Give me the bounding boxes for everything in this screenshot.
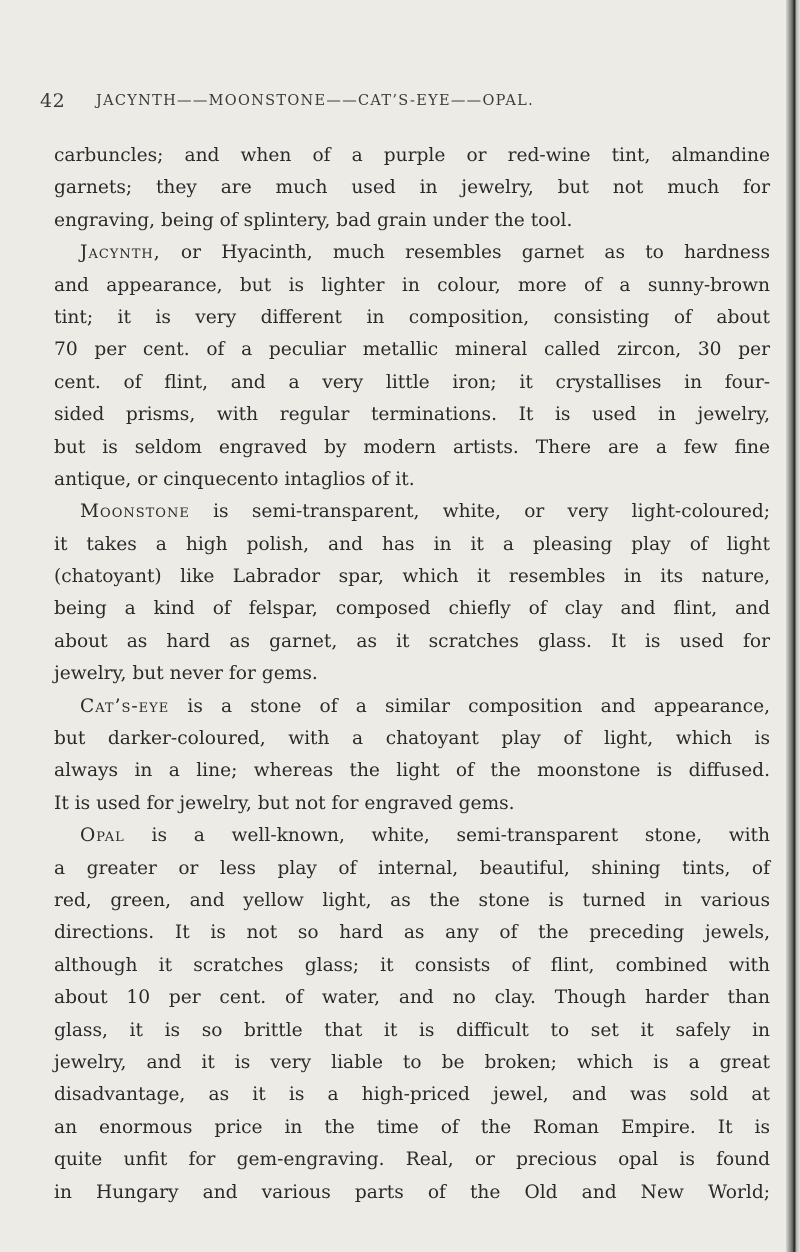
term-moonstone: Moonstone [80, 501, 190, 523]
text-line: always in a line; whereas the light of the moonstone is diffused. [54, 760, 770, 782]
text-line: garnets; they are much used in jewelry, but not much for [54, 177, 770, 199]
running-title: JACYNTH——MOONSTONE——CAT’S-EYE——OPAL. [96, 93, 535, 109]
text-line: jewelry, and it is very liable to be broken; which is a great [54, 1051, 770, 1073]
text-line: red, green, and yellow light, as the stone is turned in various [54, 889, 770, 911]
term-cats-eye: Cat’s-eye [80, 695, 170, 717]
text-line: disadvantage, as it is a high-priced jewel, and was sold at [54, 1084, 770, 1106]
paragraph-jacynth-start: Jacynth, or Hyacinth, much resembles garnet as to hardness [80, 242, 770, 264]
paragraph-cats-eye-start: Cat’s-eye is a stone of a similar composition and appearance, [80, 695, 770, 717]
text-line: (chatoyant) like Labrador spar, which it resembles in its nature, [54, 566, 770, 588]
text-line: carbuncles; and when of a purple or red-wine tint, almandine [54, 145, 770, 166]
text-line: tint; it is very different in composition, consisting of about [54, 306, 770, 328]
text-line: about 10 per cent. of water, and no clay. Though harder than [54, 987, 770, 1009]
text-line: glass, it is so brittle that it is difficult to set it safely in [54, 1019, 770, 1041]
paragraph-moonstone-start: Moonstone is semi-transparent, white, or very light-coloured; [80, 501, 770, 523]
text-line: and appearance, but is lighter in colour, more of a sunny-brown [54, 274, 770, 296]
paragraph-opal-start: Opal is a well-known, white, semi-transparent stone, with [80, 825, 770, 847]
text-line: sided prisms, with regular terminations. It is used in jewelry, [54, 404, 770, 426]
text-line: about as hard as garnet, as it scratches glass. It is used for [54, 630, 770, 652]
text-line: a greater or less play of internal, beautiful, shining tints, of [54, 857, 770, 879]
text-line: but darker-coloured, with a chatoyant play of light, which is [54, 728, 770, 750]
page-number: 42 [40, 90, 66, 112]
text-line: engraving, being of splintery, bad grain under the tool. [54, 209, 573, 231]
page-edge-shadow [786, 0, 800, 1252]
running-head [0, 90, 800, 114]
text-line: 70 per cent. of a peculiar metallic mineral called zircon, 30 per [54, 339, 770, 361]
text-line: an enormous price in the time of the Roman Empire. It is [54, 1116, 770, 1138]
term-jacynth: Jacynth, [80, 242, 161, 264]
text-line: jewelry, but never for gems. [54, 663, 318, 685]
body-text [54, 140, 770, 1209]
text-line: although it scratches glass; it consists of flint, combined with [54, 954, 770, 976]
term-opal: Opal [80, 825, 125, 847]
text-line: quite unfit for gem-engraving. Real, or precious opal is found [54, 1149, 770, 1171]
text-line: antique, or cinquecento intaglios of it. [54, 468, 415, 490]
text-line: directions. It is not so hard as any of the preceding jewels, [54, 922, 770, 944]
text-line: it takes a high polish, and has in it a pleasing play of light [54, 533, 770, 555]
text-line: cent. of flint, and a very little iron; it crystallises in four- [54, 371, 770, 393]
text-line: in Hungary and various parts of the Old and New World; [54, 1181, 770, 1203]
text-line: being a kind of felspar, composed chiefly of clay and flint, and [54, 598, 770, 620]
text-line: but is seldom engraved by modern artists. There are a few fine [54, 436, 770, 458]
text-line: It is used for jewelry, but not for engraved gems. [54, 792, 515, 814]
